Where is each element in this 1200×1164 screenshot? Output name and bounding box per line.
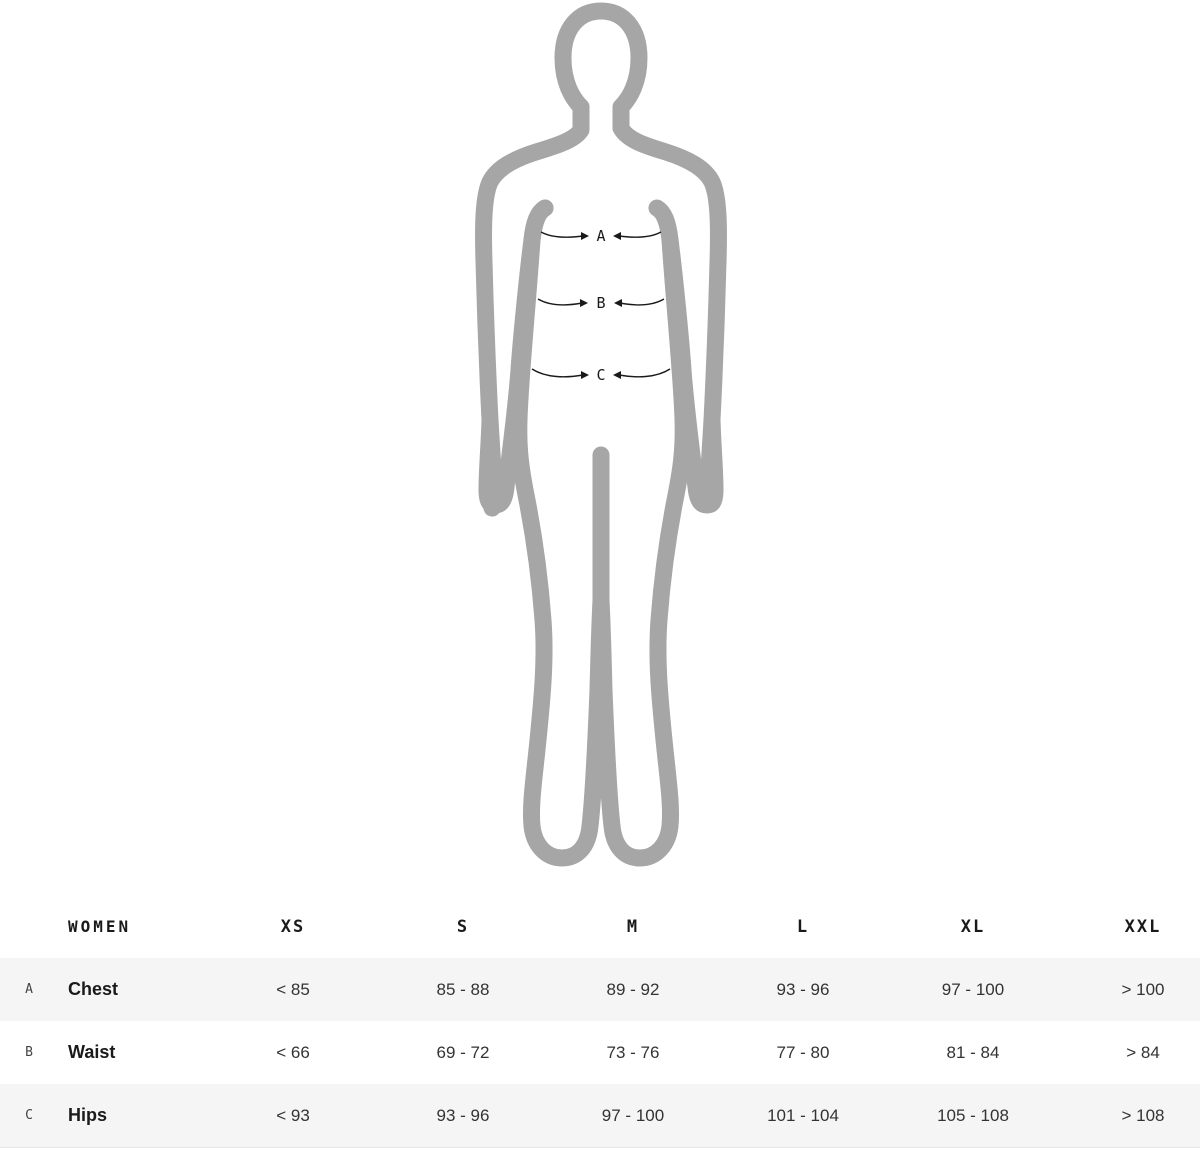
cell-waist-l: 77 - 80: [776, 1042, 830, 1062]
marker-label-b: B: [596, 294, 606, 312]
cell-hips-xl: 105 - 108: [888, 1084, 1058, 1148]
header-letter-column: [0, 895, 58, 958]
cell-hips-xs: < 93: [208, 1084, 378, 1148]
cell-waist-s: 69 - 72: [436, 1042, 490, 1062]
cell-hips-l: 101 - 104: [718, 1084, 888, 1148]
cell-waist-m: 73 - 76: [606, 1042, 660, 1062]
row-measurement-name: Waist: [68, 1042, 116, 1062]
table-body: [0, 958, 1200, 1148]
cell-waist-xl: 81 - 84: [946, 1042, 1000, 1062]
table-row: [0, 1084, 1200, 1148]
header-size-xs: XS: [208, 895, 378, 958]
table-header: [0, 895, 1200, 958]
header-size-xl: XL: [888, 895, 1058, 958]
header-size-xxl: XXL: [1058, 895, 1200, 958]
header-size-m: M: [548, 895, 718, 958]
cell-waist-xs: < 66: [276, 1042, 310, 1062]
size-chart-table: [0, 895, 1200, 1148]
cell-chest-s: 85 - 88: [436, 979, 490, 999]
marker-label-a: A: [596, 227, 606, 245]
table-header-row: [0, 895, 1200, 958]
table-row: [0, 958, 1200, 1021]
marker-label-c: C: [596, 366, 606, 384]
table-row: [0, 1021, 1200, 1084]
cell-waist-xxl: > 84: [1126, 1042, 1160, 1062]
row-measurement-name: Hips: [58, 1084, 208, 1148]
cell-hips-m: 97 - 100: [548, 1084, 718, 1148]
header-size-s: S: [378, 895, 548, 958]
cell-chest-xxl: > 100: [1121, 979, 1165, 999]
row-letter: C: [0, 1084, 58, 1148]
cell-chest-xs: < 85: [276, 979, 310, 999]
row-letter: A: [25, 982, 33, 997]
header-size-l: L: [718, 895, 888, 958]
cell-hips-s: 93 - 96: [378, 1084, 548, 1148]
cell-hips-xxl: > 108: [1058, 1084, 1200, 1148]
row-letter: B: [25, 1045, 33, 1060]
cell-chest-l: 93 - 96: [776, 979, 830, 999]
header-group-label: WOMEN: [58, 895, 208, 958]
cell-chest-m: 89 - 92: [606, 979, 660, 999]
cell-chest-xl: 97 - 100: [941, 979, 1005, 999]
row-measurement-name: Chest: [68, 979, 119, 999]
